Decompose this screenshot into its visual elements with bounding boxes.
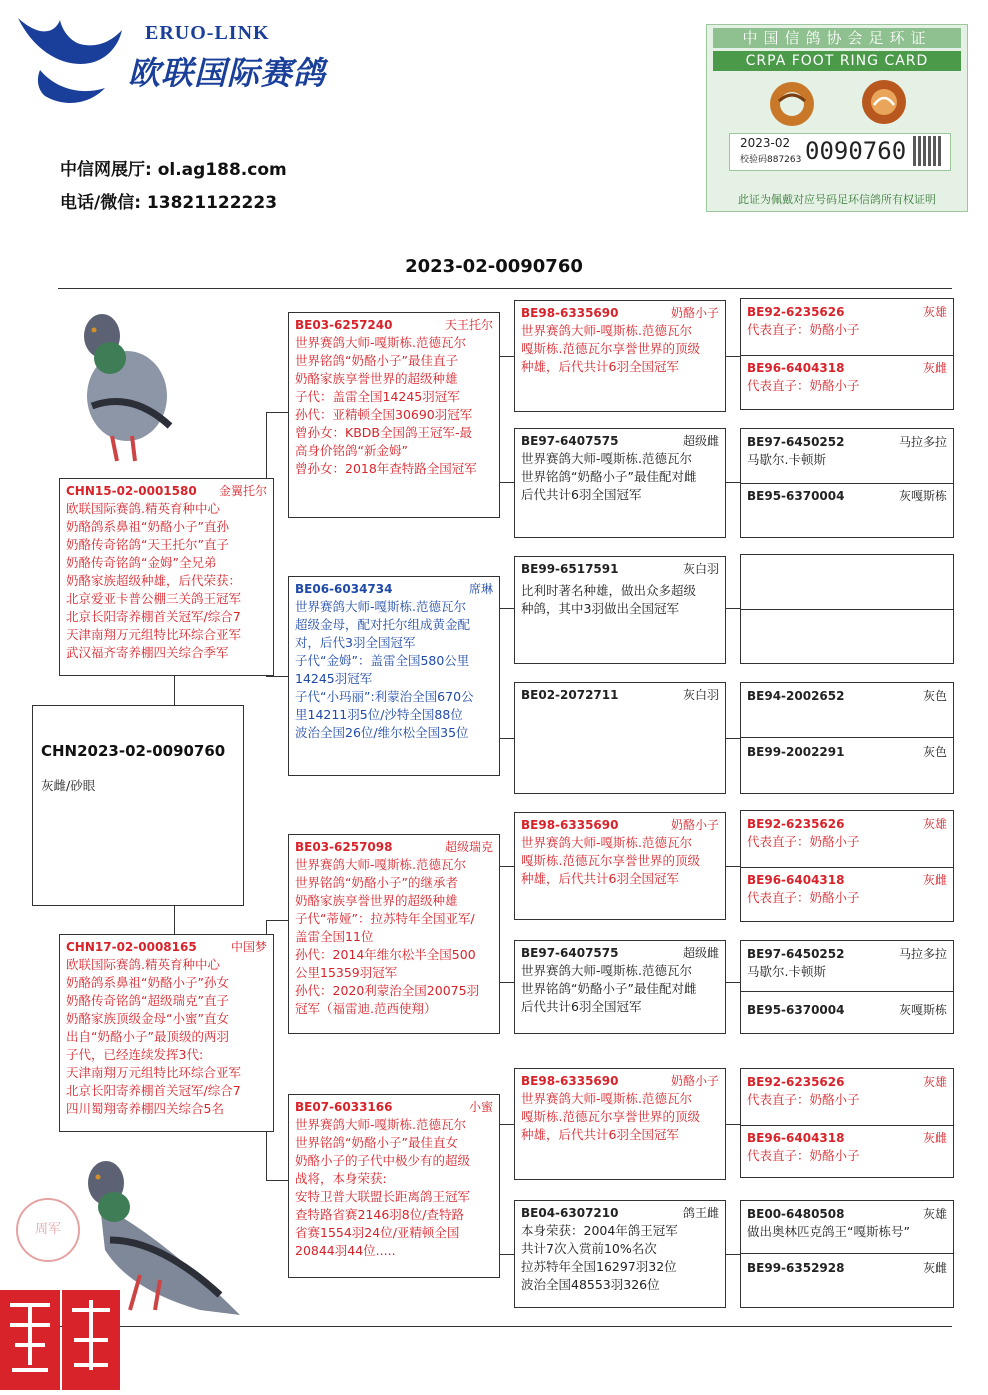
g3-ddd-ring: BE04-6307210: [521, 1206, 619, 1220]
connector-subject-sire: [174, 676, 175, 705]
ss-line-4: 孙代：亚精顿全国30690羽冠军: [295, 407, 473, 422]
ss-line-5: 曾孙女：KBDB全国鸽王冠军-最: [295, 425, 472, 440]
g4-pair-1: [740, 428, 954, 538]
g3-sds-box: [514, 556, 726, 664]
g4-6-b-name: 灰雌: [922, 1131, 947, 1145]
sd-line-1: 超级金母，配对托尔组成黄金配: [295, 617, 471, 632]
g3-dsd-line-1: 世界铭鸽“奶酪小子”最佳配对雌: [521, 981, 697, 996]
dam-header: [66, 938, 267, 956]
g3-ssd-line-2: 后代共计6羽全国冠军: [521, 487, 642, 502]
dd-line-3: 战将，本身荣获:: [295, 1171, 387, 1186]
g3-sss-line-2: 种雄，后代共计6羽全国冠军: [521, 359, 679, 374]
g4-3-divider: [741, 737, 953, 738]
g4-0-divider: [741, 355, 953, 356]
g3-sss-ring: BE98-6335690: [521, 306, 619, 320]
g4-3-a-ring: BE94-2002652: [747, 689, 845, 703]
g4-6-b-ring: BE96-6404318: [747, 1131, 845, 1145]
sire-ring: CHN15-02-0001580: [66, 484, 197, 498]
dd-line-4: 安特卫普大联盟长距离鸽王冠军: [295, 1189, 471, 1204]
g4-4-a: [747, 815, 947, 851]
g3-sss-header: [521, 304, 719, 322]
g3-sdd-box: [514, 682, 726, 794]
g4-3-b-ring: BE99-2002291: [747, 745, 845, 759]
g3-ddd-line-2: 拉苏特年全国16297羽32位: [521, 1259, 677, 1274]
ring-card-title-cn: 中国信鸽协会足环证: [713, 28, 961, 48]
g3-dds-line-1: 嘎斯栋.范德瓦尔享誉世界的顶级: [521, 1109, 700, 1124]
qr-code-icon: [913, 136, 943, 166]
g3-ddd-line-1: 共计7次入赏前10%名次: [521, 1241, 657, 1256]
g4-1-a-note: 马歇尔.卡顿斯: [747, 452, 826, 467]
g3-sdd-name: 灰白羽: [682, 688, 719, 702]
sd-ring: BE06-6034734: [295, 582, 393, 596]
g4-4-b-name: 灰雌: [922, 873, 947, 887]
dam-line-6: 天津南翔万元组特比环综合亚军: [66, 1065, 242, 1080]
g4-pair-4: [740, 810, 954, 922]
page-title: 2023-02-0090760: [405, 256, 583, 277]
ds-line-2: 奶酪家族享誉世界的超级种雄: [295, 893, 458, 908]
sire-line-8: 武汉福齐寄养棚四关综合季军: [66, 645, 229, 660]
g3-sds-line-0: 比利时著名种雄，做出众多超级: [521, 583, 697, 598]
g3-dss-header: [521, 816, 719, 834]
crpa-emblem-left-icon: [763, 79, 821, 129]
connector-dam-ds: [266, 920, 288, 921]
pigeon-photo-top: [72, 296, 177, 472]
dd-line-0: 世界赛鸽大师-嘎斯栋.范德瓦尔: [295, 1117, 466, 1132]
g4-pair-0: [740, 298, 954, 410]
g4-7-a-name: 灰雄: [922, 1207, 947, 1221]
sire-line-0: 欧联国际赛鸽.精英育种中心: [66, 501, 220, 516]
g4-4-a-name: 灰雄: [922, 817, 947, 831]
foot-ring-card: [706, 24, 968, 212]
g4-7-a-ring: BE00-6480508: [747, 1207, 845, 1221]
ds-line-3: 子代“蒂娅”：拉苏特年全国亚军/: [295, 911, 475, 926]
sd-line-6: 里14211羽5位/沙特全国88位: [295, 707, 463, 722]
ss-line-6: 高身价铭鸽“新金姆”: [295, 443, 408, 458]
connector-g3-7: [500, 1124, 514, 1125]
sire-header: [66, 482, 267, 500]
connector-g4-7: [726, 1124, 740, 1125]
ds-line-6: 公里15359羽冠军: [295, 965, 398, 980]
g3-dss-line-0: 世界赛鸽大师-嘎斯栋.范德瓦尔: [521, 835, 692, 850]
g3-dss-ring: BE98-6335690: [521, 818, 619, 832]
sire-line-6: 北京长阳寄养棚首关冠军/综合7: [66, 609, 241, 624]
g3-ssd-line-0: 世界赛鸽大师-嘎斯栋.范德瓦尔: [521, 451, 692, 466]
ds-line-1: 世界铭鸽“奶酪小子”的继承者: [295, 875, 458, 890]
g4-3-a-name: 灰色: [922, 689, 947, 703]
crpa-emblem-right-icon: [859, 77, 909, 127]
website-text: 中信网展厅: ol.ag188.com: [60, 160, 287, 180]
g4-3-a: [747, 687, 947, 705]
g4-2-divider: [741, 609, 953, 610]
phone-text: 电话/微信: 13821122223: [60, 193, 278, 213]
connector-dam-dd: [266, 1180, 288, 1181]
g4-5-b-ring: BE95-6370004: [747, 1003, 845, 1017]
g4-pair-6: [740, 1068, 954, 1178]
g4-6-a-name: 灰雄: [922, 1075, 947, 1089]
g4-7-b: [747, 1259, 947, 1277]
g4-6-a-ring: BE92-6235626: [747, 1075, 845, 1089]
g4-6-b-note: 代表直子：奶酪小子: [747, 1148, 860, 1163]
check-code: 校验码887263: [740, 155, 802, 165]
g4-1-b: [747, 487, 947, 505]
title-rule-bottom: [58, 1326, 952, 1327]
sire-box: [59, 478, 274, 676]
g4-6-a: [747, 1073, 947, 1109]
ss-line-3: 子代：盖雷全国14245羽冠军: [295, 389, 460, 404]
g3-ddd-line-3: 波治全国48553羽326位: [521, 1277, 660, 1292]
seal-text: 周军: [34, 1222, 61, 1237]
dam-box: [59, 934, 274, 1132]
g4-7-a-note: 做出奥林匹克鸽王“嘎斯栋号”: [747, 1224, 910, 1239]
g3-dsd-header: [521, 944, 719, 962]
ring-number-panel: [729, 133, 951, 171]
g3-dds-ring: BE98-6335690: [521, 1074, 619, 1088]
g3-dss-name: 奶酪小子: [670, 818, 719, 832]
ss-box: [288, 312, 500, 518]
g4-pair-2: [740, 554, 954, 664]
brand-name-cn: 欧联国际赛鸽: [128, 54, 327, 92]
g4-6-a-note: 代表直子：奶酪小子: [747, 1092, 860, 1107]
g4-4-a-note: 代表直子：奶酪小子: [747, 834, 860, 849]
sd-line-3: 子代“金姆”：盖雷全国580公里: [295, 653, 470, 668]
subject-box: [32, 705, 244, 906]
g4-1-b-ring: BE95-6370004: [747, 489, 845, 503]
sd-name: 席琳: [468, 582, 493, 596]
ds-line-7: 孙代：2020利蒙治全国20075羽: [295, 983, 480, 998]
sire-line-7: 天津南翔万元组特比环综合亚军: [66, 627, 242, 642]
sd-line-2: 对，后代3羽全国冠军: [295, 635, 416, 650]
owner-seal-square: [0, 1290, 60, 1390]
dam-line-4: 出自“奶酪小子”最顶级的两羽: [66, 1029, 229, 1044]
g4-7-b-ring: BE99-6352928: [747, 1261, 845, 1275]
ds-line-4: 盖雷全国11位: [295, 929, 374, 944]
connector-g3-3: [500, 608, 514, 609]
connector-g3-5: [500, 866, 514, 867]
g3-sdd-header: [521, 686, 719, 704]
subject-desc: 灰雌/砂眼: [41, 778, 96, 793]
connector-g4-8: [726, 1254, 740, 1255]
g4-1-divider: [741, 483, 953, 484]
ring-number: 0090760: [805, 137, 907, 165]
g3-dsd-line-2: 后代共计6羽全国冠军: [521, 999, 642, 1014]
sire-line-2: 奶酪传奇铭鸽“天王托尔”直子: [66, 537, 229, 552]
dam-ring: CHN17-02-0008165: [66, 940, 197, 954]
g3-dds-header: [521, 1072, 719, 1090]
connector-g4-6: [726, 982, 740, 983]
g3-dds-box: [514, 1068, 726, 1180]
connector-sire-sd: [266, 676, 288, 677]
connector-subject-dam: [174, 906, 175, 934]
connector-g3-1: [500, 356, 514, 357]
g4-1-b-name: 灰嘎斯栋: [898, 489, 947, 503]
sd-line-4: 14245羽冠军: [295, 671, 373, 686]
connector-g3-8: [500, 1254, 514, 1255]
g4-1-a: [747, 433, 947, 469]
g4-7-divider: [741, 1253, 953, 1254]
g3-sds-line-1: 种鸽，其中3羽做出全国冠军: [521, 601, 679, 616]
g3-dsd-name: 超级雌: [682, 946, 719, 960]
ring-card-title-en: CRPA FOOT RING CARD: [713, 51, 961, 71]
dam-line-2: 奶酪传奇铭鸽“超级瑞克”直子: [66, 993, 229, 1008]
g4-0-b-ring: BE96-6404318: [747, 361, 845, 375]
ss-name: 天王托尔: [444, 318, 493, 332]
g4-6-divider: [741, 1125, 953, 1126]
dd-line-7: 20844羽44位.....: [295, 1243, 396, 1258]
sd-line-7: 波治全国26位/维尔松全国35位: [295, 725, 469, 740]
g4-7-a: [747, 1205, 947, 1241]
ss-ring: BE03-6257240: [295, 318, 393, 332]
connector-g4-1: [726, 356, 740, 357]
ds-box: [288, 834, 500, 1034]
sire-line-1: 奶酪鸽系鼻祖“奶酪小子”直孙: [66, 519, 229, 534]
connector-g3-6: [500, 982, 514, 983]
g4-4-a-ring: BE92-6235626: [747, 817, 845, 831]
ss-line-1: 世界铭鸽“奶酪小子”最佳直子: [295, 353, 458, 368]
g4-0-b-note: 代表直子：奶酪小子: [747, 378, 860, 393]
g3-sds-ring: BE99-6517591: [521, 562, 619, 576]
connector-g4-2: [726, 482, 740, 483]
connector-g3-4: [500, 738, 514, 739]
dam-line-3: 奶酪家族顶级金母“小蜜”直女: [66, 1011, 229, 1026]
g4-5-a-name: 马拉多拉: [898, 947, 947, 961]
g4-0-a-ring: BE92-6235626: [747, 305, 845, 319]
g4-1-a-name: 马拉多拉: [898, 435, 947, 449]
connector-g4-4: [726, 738, 740, 739]
ss-line-0: 世界赛鸽大师-嘎斯栋.范德瓦尔: [295, 335, 466, 350]
g3-dds-name: 奶酪小子: [670, 1074, 719, 1088]
g3-ssd-header: [521, 432, 719, 450]
sd-line-0: 世界赛鸽大师-嘎斯栋.范德瓦尔: [295, 599, 466, 614]
sire-name: 金翼托尔: [218, 484, 267, 498]
sd-line-5: 子代“小玛丽”:利蒙治全国670公: [295, 689, 474, 704]
connector-g4-3: [726, 608, 740, 609]
dam-line-0: 欧联国际赛鸽.精英育种中心: [66, 957, 220, 972]
dd-line-1: 世界铭鸽“奶酪小子”最佳直女: [295, 1135, 458, 1150]
sire-line-3: 奶酪传奇铭鸽“金姆”全兄弟: [66, 555, 217, 570]
g4-3-b-name: 灰色: [922, 745, 947, 759]
dam-line-8: 四川蜀翔寄养棚四关综合5名: [66, 1101, 224, 1116]
g3-dsd-box: [514, 940, 726, 1034]
g3-sdd-ring: BE02-2072711: [521, 688, 619, 702]
g3-ddd-header: [521, 1204, 719, 1222]
ds-ring: BE03-6257098: [295, 840, 393, 854]
sd-box: [288, 576, 500, 776]
g4-7-b-name: 灰雌: [922, 1261, 947, 1275]
ds-line-5: 孙代：2014年维尔松半全国500: [295, 947, 476, 962]
dd-line-2: 奶酪小子的子代中极少有的超级: [295, 1153, 471, 1168]
g3-dsd-ring: BE97-6407575: [521, 946, 619, 960]
g4-6-b: [747, 1129, 947, 1165]
g4-0-a-name: 灰雄: [922, 305, 947, 319]
sire-line-5: 北京爱亚卡普公棚三关鸽王冠军: [66, 591, 242, 606]
g4-pair-5: [740, 940, 954, 1034]
g4-4-b: [747, 871, 947, 907]
sd-header: [295, 580, 493, 598]
g3-dsd-line-0: 世界赛鸽大师-嘎斯栋.范德瓦尔: [521, 963, 692, 978]
connector-g3-2: [500, 482, 514, 483]
g3-dds-line-2: 种雄，后代共计6羽全国冠军: [521, 1127, 679, 1142]
ss-header: [295, 316, 493, 334]
g4-4-b-ring: BE96-6404318: [747, 873, 845, 887]
g4-1-a-ring: BE97-6450252: [747, 435, 845, 449]
g4-4-divider: [741, 867, 953, 868]
g3-ddd-name: 鸽王雌: [682, 1206, 719, 1220]
g3-dss-box: [514, 812, 726, 920]
dam-line-7: 北京长阳寄养棚首关冠军/综合7: [66, 1083, 241, 1098]
brand-logo: [10, 8, 130, 113]
g4-4-b-note: 代表直子：奶酪小子: [747, 890, 860, 905]
g4-5-a-ring: BE97-6450252: [747, 947, 845, 961]
title-rule-top: [58, 288, 952, 289]
g4-5-b: [747, 1001, 947, 1019]
g4-5-b-name: 灰嘎斯栋: [898, 1003, 947, 1017]
g4-pair-3: [740, 682, 954, 794]
g3-dss-line-1: 嘎斯栋.范德瓦尔享誉世界的顶级: [521, 853, 700, 868]
g3-sss-box: [514, 300, 726, 412]
g3-ssd-box: [514, 428, 726, 538]
sire-line-4: 奶酪家族超级种雄，后代荣获：: [66, 573, 242, 588]
dd-line-6: 省赛1554羽24位/亚精顿全国: [295, 1225, 460, 1240]
g4-0-b-name: 灰雌: [922, 361, 947, 375]
g3-sds-header: [521, 560, 719, 578]
g3-ssd-line-1: 世界铭鸽“奶酪小子”最佳配对雌: [521, 469, 697, 484]
ds-line-8: 冠军（福雷迪.范西使翔）: [295, 1001, 437, 1016]
ds-header: [295, 838, 493, 856]
ds-name: 超级瑞克: [444, 840, 493, 854]
g3-sss-line-0: 世界赛鸽大师-嘎斯栋.范德瓦尔: [521, 323, 692, 338]
dd-line-5: 查特路省赛2146羽8位/查特路: [295, 1207, 464, 1222]
dam-line-5: 子代，已经连续发挥3代:: [66, 1047, 204, 1062]
g3-ddd-box: [514, 1200, 726, 1308]
g4-5-a: [747, 945, 947, 981]
ss-line-7: 曾孙女：2018年查特路全国冠军: [295, 461, 477, 476]
g3-ddd-line-0: 本身荣获：2004年鸽王冠军: [521, 1223, 678, 1238]
g4-5-divider: [741, 991, 953, 992]
g3-sss-name: 奶酪小子: [670, 306, 719, 320]
connector-sire-ss: [266, 412, 288, 413]
ring-prefix: 2023-02: [740, 136, 791, 150]
owner-seal-round: [16, 1198, 80, 1262]
dam-line-1: 奶酪鸽系鼻祖“奶酪小子”孙女: [66, 975, 229, 990]
dd-header: [295, 1098, 493, 1116]
dam-name: 中国梦: [230, 940, 267, 954]
ring-card-footer: 此证为佩戴对应号码足环信鸽所有权证明: [738, 193, 936, 206]
ds-line-0: 世界赛鸽大师-嘎斯栋.范德瓦尔: [295, 857, 466, 872]
g4-5-a-note: 马歇尔.卡顿斯: [747, 964, 826, 979]
connector-g4-5: [726, 866, 740, 867]
g3-ssd-name: 超级雌: [682, 434, 719, 448]
g4-3-b: [747, 743, 947, 761]
owner-seal-square-2: [62, 1290, 120, 1390]
brand-name-en: ERUO-LINK: [145, 22, 270, 44]
subject-ring: CHN2023-02-0090760: [41, 742, 226, 760]
g3-dss-line-2: 种雄，后代共计6羽全国冠军: [521, 871, 679, 886]
g4-pair-7: [740, 1200, 954, 1308]
g4-0-a: [747, 303, 947, 339]
dd-name: 小蜜: [468, 1100, 493, 1114]
ss-line-2: 奶酪家族享誉世界的超级种雄: [295, 371, 458, 386]
g3-dds-line-0: 世界赛鸽大师-嘎斯栋.范德瓦尔: [521, 1091, 692, 1106]
g3-ssd-ring: BE97-6407575: [521, 434, 619, 448]
dd-ring: BE07-6033166: [295, 1100, 393, 1114]
g4-0-a-note: 代表直子：奶酪小子: [747, 322, 860, 337]
dd-box: [288, 1094, 500, 1278]
g4-0-b: [747, 359, 947, 395]
g3-sss-line-1: 嘎斯栋.范德瓦尔享誉世界的顶级: [521, 341, 700, 356]
g3-sds-name: 灰白羽: [682, 562, 719, 576]
